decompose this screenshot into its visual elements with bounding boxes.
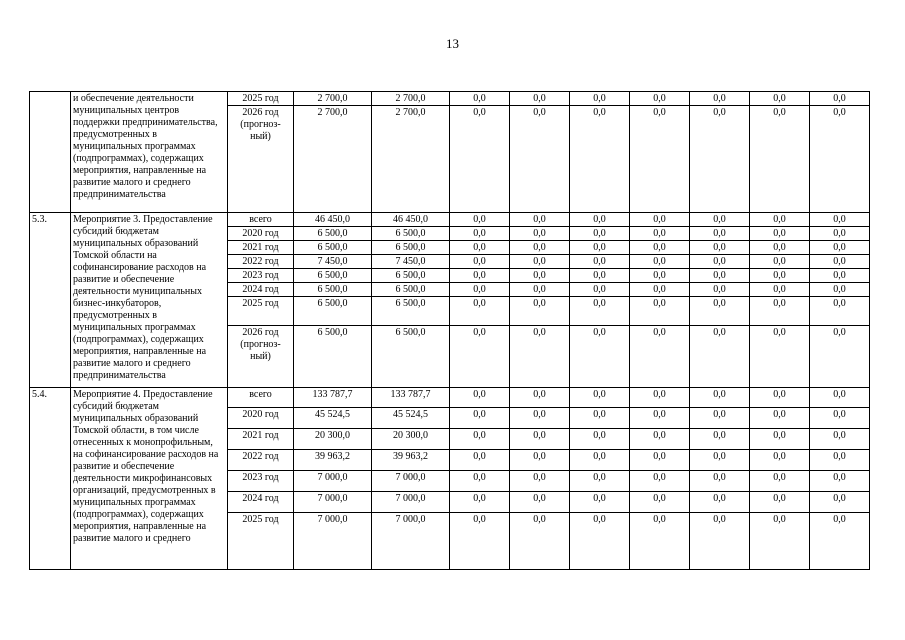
item-name-cell: и обеспечение деятельности муниципальных центров поддержки предпринимательства, предусмотренных в муниципальных программах (подпрограммах), содержащих мероприятия, направленные на развитие малого и среднего предпринимательства bbox=[71, 92, 228, 213]
amount-cell: 0,0 bbox=[810, 106, 870, 213]
amount-cell: 0,0 bbox=[450, 388, 510, 408]
amount-cell: 0,0 bbox=[510, 297, 570, 326]
amount-cell: 0,0 bbox=[510, 429, 570, 450]
amount-cell: 0,0 bbox=[570, 213, 630, 227]
amount-cell: 2 700,0 bbox=[294, 106, 372, 213]
amount-cell: 7 450,0 bbox=[294, 255, 372, 269]
amount-cell: 0,0 bbox=[750, 492, 810, 513]
amount-cell: 0,0 bbox=[450, 297, 510, 326]
amount-cell: 6 500,0 bbox=[372, 326, 450, 388]
amount-cell: 6 500,0 bbox=[372, 297, 450, 326]
amount-cell: 0,0 bbox=[750, 241, 810, 255]
amount-cell: 0,0 bbox=[570, 241, 630, 255]
amount-cell: 0,0 bbox=[510, 92, 570, 106]
amount-cell: 0,0 bbox=[510, 269, 570, 283]
table-row bbox=[30, 388, 870, 408]
amount-cell: 0,0 bbox=[510, 326, 570, 388]
amount-cell: 0,0 bbox=[810, 471, 870, 492]
amount-cell: 0,0 bbox=[810, 255, 870, 269]
amount-cell: 0,0 bbox=[690, 326, 750, 388]
amount-cell: 0,0 bbox=[810, 297, 870, 326]
amount-cell: 6 500,0 bbox=[294, 283, 372, 297]
amount-cell: 0,0 bbox=[630, 92, 690, 106]
amount-cell: 7 450,0 bbox=[372, 255, 450, 269]
amount-cell: 0,0 bbox=[450, 283, 510, 297]
amount-cell: 39 963,2 bbox=[294, 450, 372, 471]
amount-cell: 0,0 bbox=[750, 92, 810, 106]
amount-cell: 0,0 bbox=[630, 283, 690, 297]
amount-cell: 0,0 bbox=[690, 227, 750, 241]
amount-cell: 0,0 bbox=[630, 297, 690, 326]
amount-cell: 0,0 bbox=[510, 283, 570, 297]
period-cell: 2025 год bbox=[228, 297, 294, 326]
amount-cell: 0,0 bbox=[750, 388, 810, 408]
amount-cell: 0,0 bbox=[690, 213, 750, 227]
budget-table bbox=[29, 91, 870, 570]
amount-cell: 0,0 bbox=[450, 213, 510, 227]
amount-cell: 133 787,7 bbox=[372, 388, 450, 408]
period-cell: 2026 год (прогноз-ный) bbox=[228, 106, 294, 213]
page-number: 13 bbox=[446, 36, 459, 51]
amount-cell: 0,0 bbox=[690, 297, 750, 326]
period-cell: 2022 год bbox=[228, 255, 294, 269]
period-cell: 2024 год bbox=[228, 492, 294, 513]
amount-cell: 0,0 bbox=[630, 213, 690, 227]
amount-cell: 0,0 bbox=[450, 106, 510, 213]
amount-cell: 0,0 bbox=[750, 106, 810, 213]
amount-cell: 0,0 bbox=[810, 213, 870, 227]
amount-cell: 0,0 bbox=[750, 471, 810, 492]
amount-cell: 0,0 bbox=[450, 92, 510, 106]
amount-cell: 6 500,0 bbox=[372, 283, 450, 297]
amount-cell: 0,0 bbox=[570, 326, 630, 388]
amount-cell: 0,0 bbox=[630, 227, 690, 241]
amount-cell: 0,0 bbox=[630, 450, 690, 471]
amount-cell: 6 500,0 bbox=[294, 269, 372, 283]
amount-cell: 0,0 bbox=[750, 213, 810, 227]
amount-cell: 0,0 bbox=[750, 429, 810, 450]
amount-cell: 0,0 bbox=[510, 450, 570, 471]
amount-cell: 7 000,0 bbox=[372, 471, 450, 492]
amount-cell: 0,0 bbox=[750, 450, 810, 471]
item-name-cell: Мероприятие 3. Предоставление субсидий бюджетам муниципальных образований Томской области на софинансирование расходов на развитие и обеспечение деятельности муниципальных бизнес-инкубаторов, предусмотренных в муниципальных программах (подпрограммах), содержащих мероприятия, направленные на развитие малого и среднего предпринимательства bbox=[71, 213, 228, 388]
amount-cell: 2 700,0 bbox=[294, 92, 372, 106]
amount-cell: 0,0 bbox=[810, 450, 870, 471]
amount-cell: 7 000,0 bbox=[294, 513, 372, 570]
amount-cell: 0,0 bbox=[690, 92, 750, 106]
amount-cell: 45 524,5 bbox=[294, 408, 372, 429]
amount-cell: 6 500,0 bbox=[372, 227, 450, 241]
amount-cell: 0,0 bbox=[630, 388, 690, 408]
amount-cell: 0,0 bbox=[630, 429, 690, 450]
amount-cell: 2 700,0 bbox=[372, 106, 450, 213]
amount-cell: 0,0 bbox=[810, 269, 870, 283]
amount-cell: 0,0 bbox=[510, 106, 570, 213]
amount-cell: 0,0 bbox=[570, 227, 630, 241]
amount-cell: 0,0 bbox=[690, 513, 750, 570]
amount-cell: 0,0 bbox=[810, 283, 870, 297]
amount-cell: 0,0 bbox=[750, 269, 810, 283]
amount-cell: 46 450,0 bbox=[294, 213, 372, 227]
amount-cell: 133 787,7 bbox=[294, 388, 372, 408]
amount-cell: 0,0 bbox=[690, 283, 750, 297]
amount-cell: 0,0 bbox=[570, 408, 630, 429]
amount-cell: 0,0 bbox=[690, 408, 750, 429]
amount-cell: 0,0 bbox=[570, 297, 630, 326]
amount-cell: 0,0 bbox=[810, 326, 870, 388]
period-cell: 2023 год bbox=[228, 269, 294, 283]
amount-cell: 0,0 bbox=[450, 408, 510, 429]
period-cell: 2021 год bbox=[228, 429, 294, 450]
amount-cell: 0,0 bbox=[450, 450, 510, 471]
amount-cell: 0,0 bbox=[810, 227, 870, 241]
amount-cell: 0,0 bbox=[510, 513, 570, 570]
amount-cell: 0,0 bbox=[810, 513, 870, 570]
amount-cell: 0,0 bbox=[570, 92, 630, 106]
amount-cell: 0,0 bbox=[750, 255, 810, 269]
amount-cell: 0,0 bbox=[450, 269, 510, 283]
item-number-cell: 5.3. bbox=[30, 213, 71, 388]
amount-cell: 0,0 bbox=[750, 227, 810, 241]
period-cell: 2022 год bbox=[228, 450, 294, 471]
amount-cell: 46 450,0 bbox=[372, 213, 450, 227]
amount-cell: 0,0 bbox=[510, 388, 570, 408]
amount-cell: 0,0 bbox=[750, 283, 810, 297]
amount-cell: 7 000,0 bbox=[372, 513, 450, 570]
amount-cell: 0,0 bbox=[510, 213, 570, 227]
amount-cell: 0,0 bbox=[570, 471, 630, 492]
amount-cell: 6 500,0 bbox=[294, 297, 372, 326]
amount-cell: 0,0 bbox=[630, 269, 690, 283]
amount-cell: 0,0 bbox=[810, 429, 870, 450]
amount-cell: 6 500,0 bbox=[372, 269, 450, 283]
amount-cell: 0,0 bbox=[750, 513, 810, 570]
amount-cell: 20 300,0 bbox=[294, 429, 372, 450]
amount-cell: 0,0 bbox=[690, 429, 750, 450]
period-cell: всего bbox=[228, 213, 294, 227]
amount-cell: 0,0 bbox=[630, 408, 690, 429]
amount-cell: 2 700,0 bbox=[372, 92, 450, 106]
amount-cell: 45 524,5 bbox=[372, 408, 450, 429]
amount-cell: 0,0 bbox=[570, 429, 630, 450]
amount-cell: 0,0 bbox=[810, 492, 870, 513]
amount-cell: 0,0 bbox=[810, 388, 870, 408]
amount-cell: 0,0 bbox=[450, 429, 510, 450]
amount-cell: 0,0 bbox=[570, 283, 630, 297]
period-cell: 2025 год bbox=[228, 513, 294, 570]
amount-cell: 0,0 bbox=[450, 471, 510, 492]
period-cell: 2023 год bbox=[228, 471, 294, 492]
amount-cell: 0,0 bbox=[630, 241, 690, 255]
item-number-cell bbox=[30, 92, 71, 213]
amount-cell: 0,0 bbox=[630, 513, 690, 570]
table-row bbox=[30, 213, 870, 227]
amount-cell: 0,0 bbox=[510, 227, 570, 241]
amount-cell: 0,0 bbox=[690, 450, 750, 471]
amount-cell: 0,0 bbox=[570, 492, 630, 513]
amount-cell: 6 500,0 bbox=[294, 227, 372, 241]
amount-cell: 0,0 bbox=[690, 388, 750, 408]
amount-cell: 0,0 bbox=[750, 408, 810, 429]
amount-cell: 0,0 bbox=[570, 513, 630, 570]
amount-cell: 0,0 bbox=[450, 326, 510, 388]
amount-cell: 0,0 bbox=[690, 492, 750, 513]
amount-cell: 0,0 bbox=[450, 255, 510, 269]
amount-cell: 0,0 bbox=[630, 471, 690, 492]
table-row bbox=[30, 92, 870, 106]
amount-cell: 6 500,0 bbox=[372, 241, 450, 255]
amount-cell: 0,0 bbox=[810, 241, 870, 255]
amount-cell: 7 000,0 bbox=[294, 471, 372, 492]
amount-cell: 0,0 bbox=[450, 241, 510, 255]
item-name-cell: Мероприятие 4. Предоставление субсидий бюджетам муниципальных образований Томской области, в том числе отнесенных к монопрофильным, на софинансирование расходов на развитие и обеспечение деятельности микрофинансовых организаций, предусмотренных в муниципальных программах (подпрограммах), содержащих мероприятия, направленные на развитие малого и среднего bbox=[71, 388, 228, 570]
amount-cell: 0,0 bbox=[450, 492, 510, 513]
amount-cell: 0,0 bbox=[570, 255, 630, 269]
period-cell: 2020 год bbox=[228, 408, 294, 429]
amount-cell: 6 500,0 bbox=[294, 326, 372, 388]
amount-cell: 20 300,0 bbox=[372, 429, 450, 450]
period-cell: всего bbox=[228, 388, 294, 408]
amount-cell: 0,0 bbox=[570, 388, 630, 408]
amount-cell: 39 963,2 bbox=[372, 450, 450, 471]
amount-cell: 0,0 bbox=[810, 408, 870, 429]
amount-cell: 0,0 bbox=[690, 241, 750, 255]
amount-cell: 0,0 bbox=[630, 492, 690, 513]
amount-cell: 0,0 bbox=[690, 255, 750, 269]
amount-cell: 6 500,0 bbox=[294, 241, 372, 255]
amount-cell: 0,0 bbox=[690, 106, 750, 213]
amount-cell: 0,0 bbox=[690, 269, 750, 283]
amount-cell: 0,0 bbox=[750, 326, 810, 388]
amount-cell: 0,0 bbox=[750, 297, 810, 326]
amount-cell: 0,0 bbox=[630, 326, 690, 388]
amount-cell: 0,0 bbox=[630, 255, 690, 269]
amount-cell: 0,0 bbox=[510, 408, 570, 429]
amount-cell: 0,0 bbox=[510, 255, 570, 269]
amount-cell: 7 000,0 bbox=[372, 492, 450, 513]
period-cell: 2021 год bbox=[228, 241, 294, 255]
amount-cell: 0,0 bbox=[450, 227, 510, 241]
amount-cell: 0,0 bbox=[510, 241, 570, 255]
amount-cell: 0,0 bbox=[630, 106, 690, 213]
amount-cell: 0,0 bbox=[510, 471, 570, 492]
amount-cell: 7 000,0 bbox=[294, 492, 372, 513]
amount-cell: 0,0 bbox=[810, 92, 870, 106]
amount-cell: 0,0 bbox=[570, 450, 630, 471]
amount-cell: 0,0 bbox=[570, 269, 630, 283]
amount-cell: 0,0 bbox=[450, 513, 510, 570]
amount-cell: 0,0 bbox=[570, 106, 630, 213]
amount-cell: 0,0 bbox=[510, 492, 570, 513]
item-number-cell: 5.4. bbox=[30, 388, 71, 570]
amount-cell: 0,0 bbox=[690, 471, 750, 492]
period-cell: 2024 год bbox=[228, 283, 294, 297]
period-cell: 2025 год bbox=[228, 92, 294, 106]
period-cell: 2026 год (прогноз-ный) bbox=[228, 326, 294, 388]
period-cell: 2020 год bbox=[228, 227, 294, 241]
